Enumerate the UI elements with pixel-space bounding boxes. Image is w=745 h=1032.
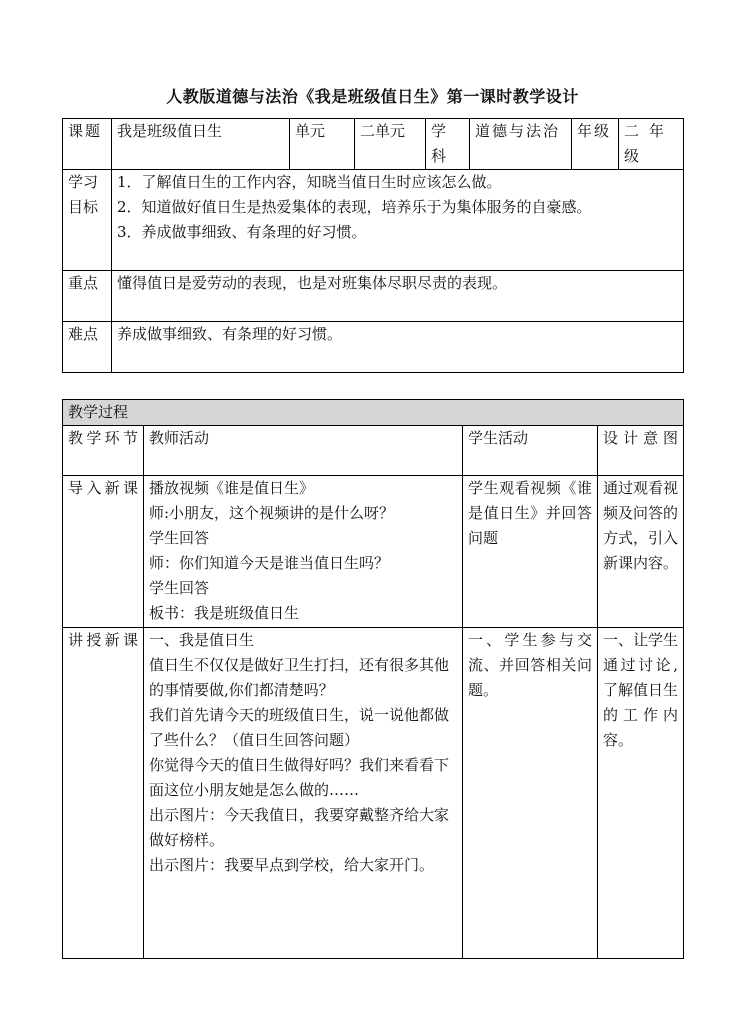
- header-teacher: 教师活动: [144, 426, 463, 476]
- stage-new-lesson: 讲授新课: [63, 628, 144, 959]
- topic-value: 我是班级值日生: [112, 119, 290, 170]
- goals-cell: [112, 170, 684, 271]
- goal-item: 2．知道做好值日生是热爱集体的表现，培养乐于为集体服务的自豪感。: [117, 198, 592, 216]
- topic-label: 课题: [63, 119, 112, 170]
- key-value: 懂得值日是爱劳动的表现，也是对班集体尽职尽责的表现。: [112, 271, 684, 322]
- teacher-line: 学生回答: [149, 579, 210, 597]
- difficulty-label: 难点: [63, 322, 112, 373]
- teacher-line: 板书：我是班级值日生: [149, 604, 300, 622]
- course-info-table: [62, 118, 684, 373]
- student-activity-intro: 学生观看视频《谁是值日生》并回答问题: [463, 476, 598, 628]
- teacher-line: 你觉得今天的值日生做得好吗？我们来看看下面这位小朋友她是怎么做的……: [149, 756, 450, 799]
- design-intent-new-lesson: 一、让学生通过讨论,了解值日生的工作内容。: [598, 628, 684, 959]
- subject-value: 道德与法治: [470, 119, 572, 170]
- teacher-line: 我们首先请今天的班级值日生，说一说他都做了些什么？（值日生回答问题）: [149, 706, 450, 749]
- teacher-line: 出示图片：今天我值日，我要穿戴整齐给大家做好榜样。: [149, 806, 450, 849]
- teaching-process-table: [62, 399, 684, 959]
- unit-value: 二单元: [355, 119, 426, 170]
- header-stage: 教学环节: [63, 426, 144, 476]
- goals-label: 学习目标: [63, 170, 112, 271]
- design-intent-intro: 通过观看视频及问答的方式，引入新课内容。: [598, 476, 684, 628]
- goal-item: 1．了解值日生的工作内容，知晓当值日生时应该怎么做。: [117, 173, 502, 191]
- teacher-line: 学生回答: [149, 529, 210, 547]
- teacher-line: 师：你们知道今天是谁当值日生吗？: [149, 554, 390, 572]
- grade-value: 二年级: [619, 119, 684, 170]
- student-activity-new-lesson: 一、学生参与交流、并回答相关问题。: [463, 628, 598, 959]
- teacher-line: 播放视频《谁是值日生》: [149, 479, 315, 497]
- subject-label: 学科: [426, 119, 470, 170]
- teacher-line: 出示图片：我要早点到学校，给大家开门。: [149, 856, 435, 874]
- unit-label: 单元: [290, 119, 355, 170]
- header-intent: 设计意图: [598, 426, 684, 476]
- difficulty-value: 养成做事细致、有条理的好习惯。: [112, 322, 684, 373]
- goal-item: 3．养成做事细致、有条理的好习惯。: [117, 223, 367, 241]
- grade-label: 年级: [572, 119, 619, 170]
- stage-intro: 导入新课: [63, 476, 144, 628]
- document-title: 人教版道德与法治《我是班级值日生》第一课时教学设计: [166, 87, 579, 106]
- process-section-title: 教学过程: [63, 400, 684, 426]
- teacher-line: 一、我是值日生: [149, 631, 255, 649]
- key-label: 重点: [63, 271, 112, 322]
- teacher-activity-new-lesson: [144, 628, 463, 959]
- teacher-line: 师:小朋友，这个视频讲的是什么呀？: [149, 504, 395, 522]
- teacher-line: 值日生不仅仅是做好卫生打扫，还有很多其他的事情要做,你们都清楚吗？: [149, 656, 450, 699]
- teacher-activity-intro: [144, 476, 463, 628]
- header-student: 学生活动: [463, 426, 598, 476]
